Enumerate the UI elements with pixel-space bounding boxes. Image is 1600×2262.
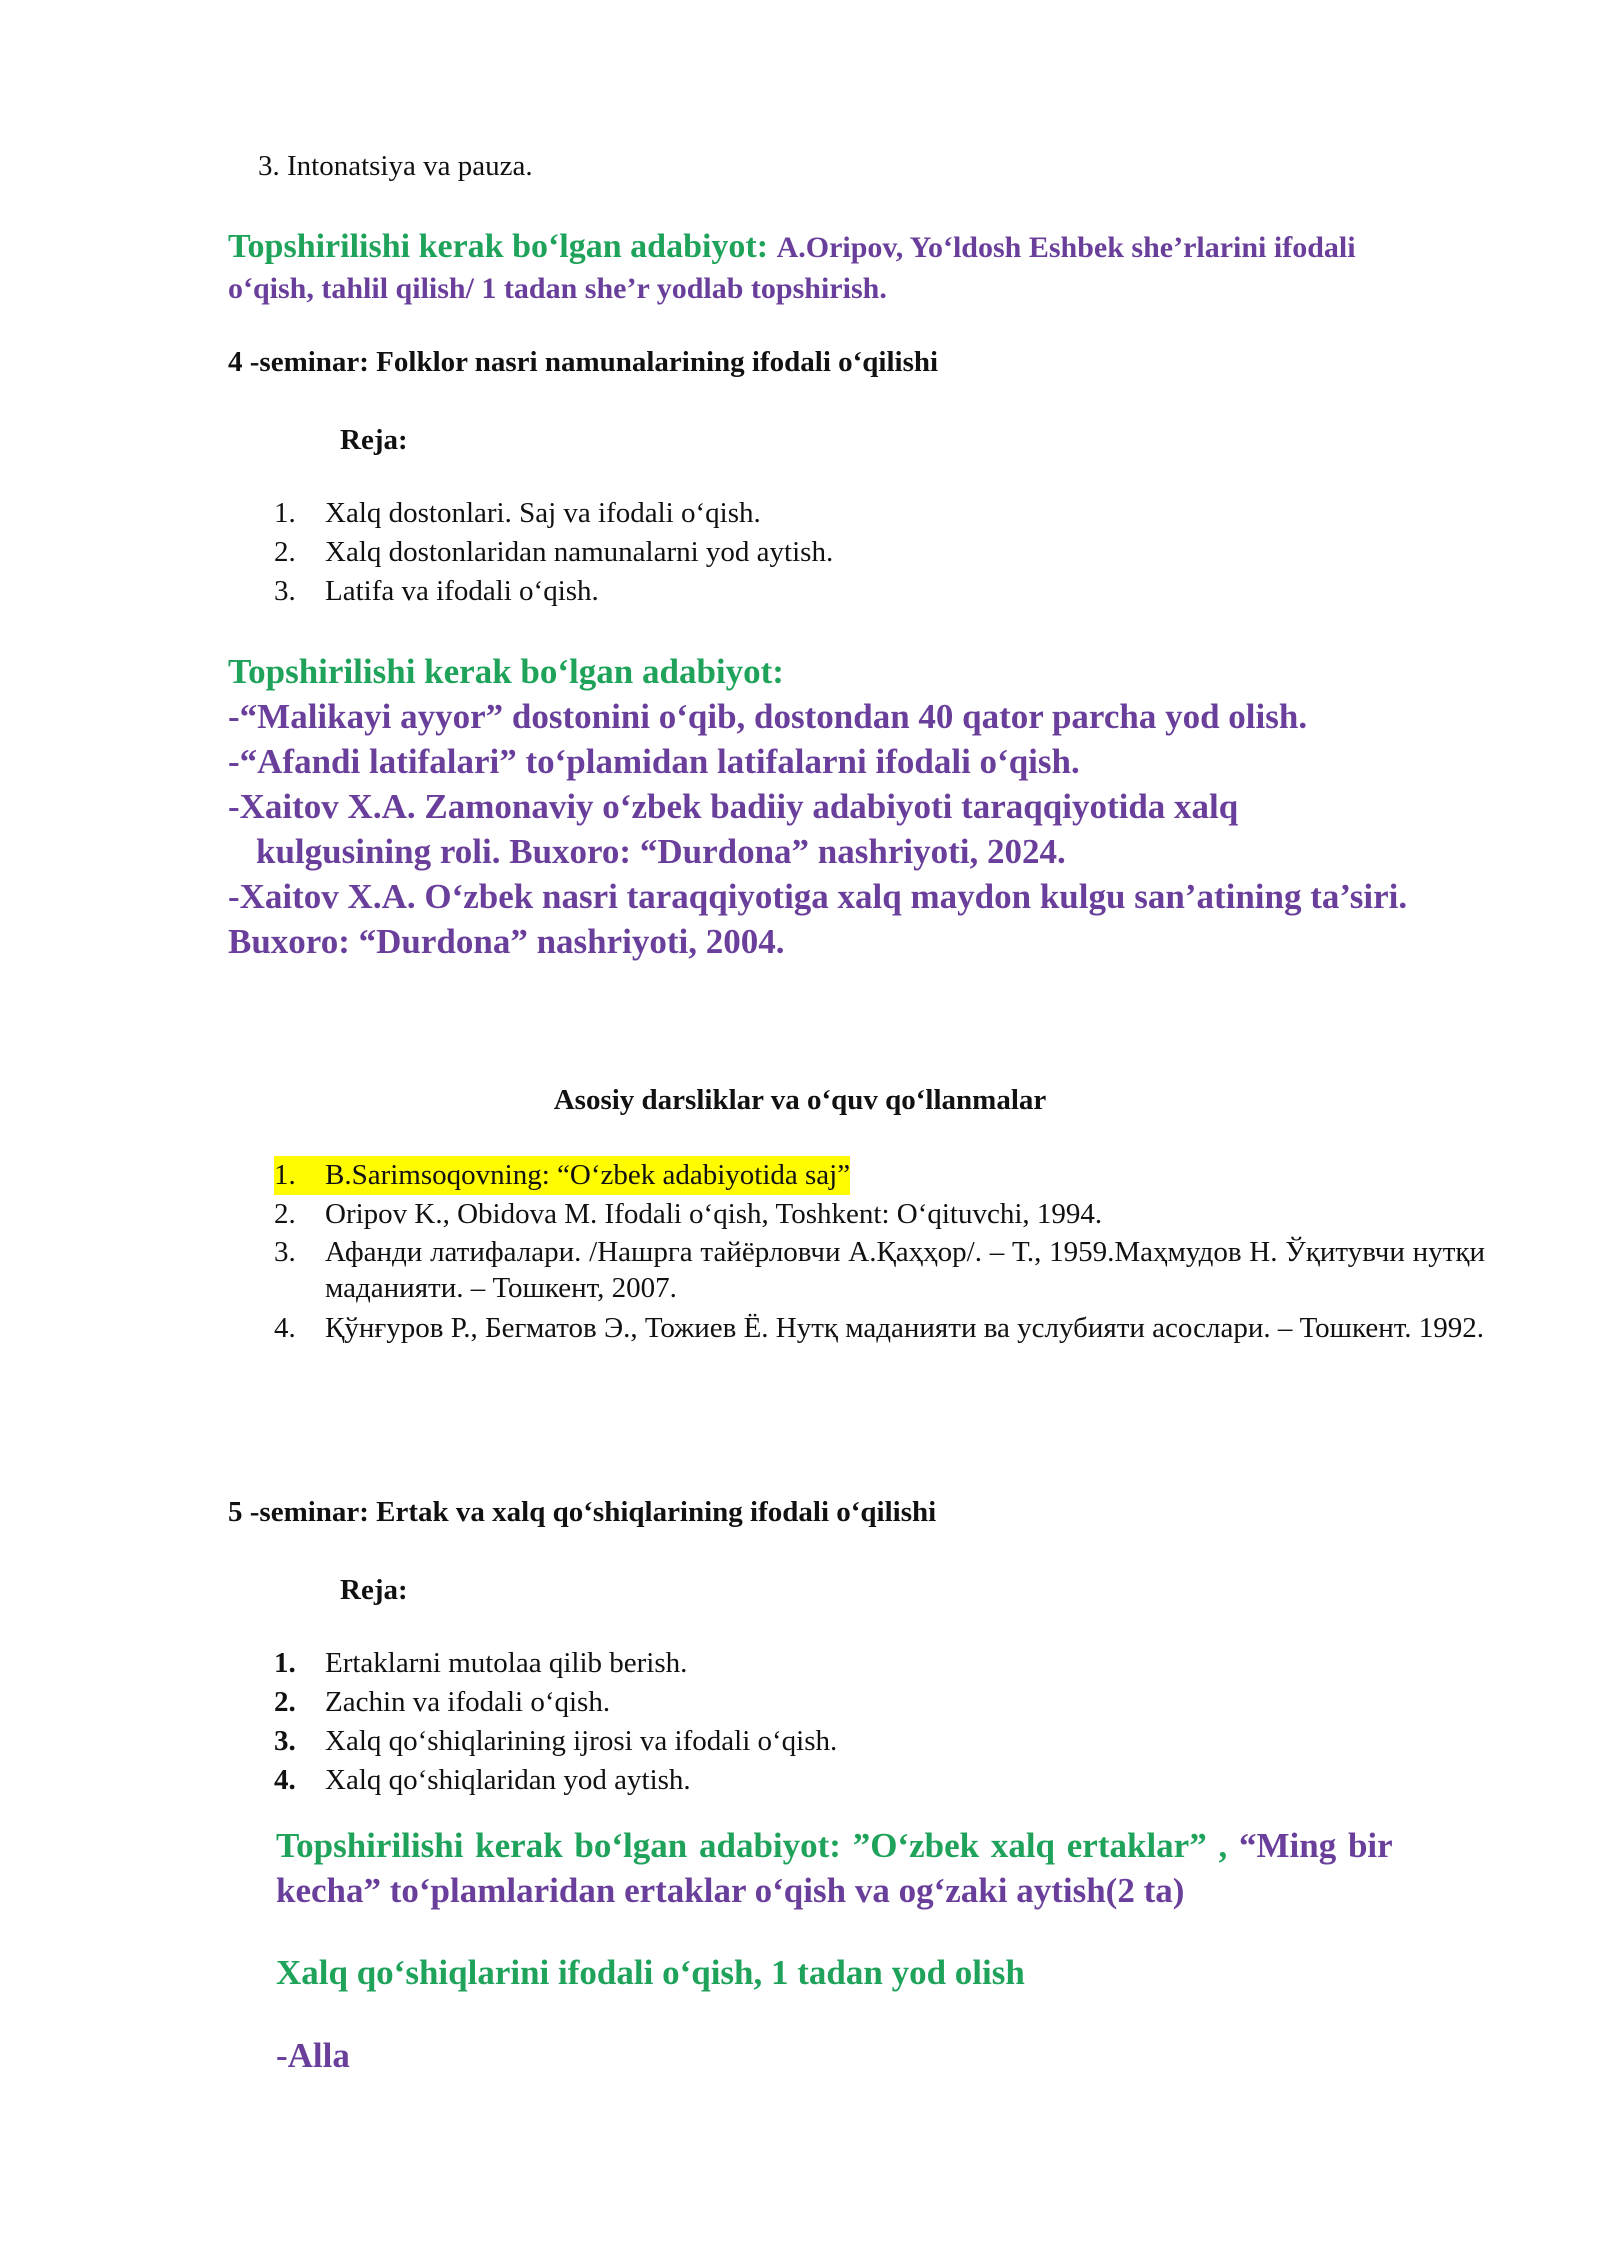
alla-item: -Alla — [276, 2036, 350, 2075]
seminar-4-reja: Reja: — [340, 424, 408, 456]
seminar-4-title: 4 -seminar: Folklor nasri namunalarining ifodali o‘qilishi — [228, 346, 939, 378]
literature-text-line2: o‘qish, tahlil qilish/ 1 tadan she’r yodlab topshirish. — [228, 272, 887, 305]
literature-line: -Xaitov X.A. O‘zbek nasri taraqqiyotiga xalq maydon kulgu san’atining ta’siri. — [228, 877, 1408, 916]
literature-label: Topshirilishi kerak bo‘lgan adabiyot: — [276, 1826, 841, 1865]
literature-text: A.Oripov, Yo‘ldosh Eshbek she’rlarini ifodali — [776, 231, 1356, 264]
literature-line: -Xaitov X.A. Zamonaviy o‘zbek badiiy adabiyoti taraqqiyotida xalq — [228, 787, 1239, 826]
songs-heading: Xalq qo‘shiqlarini ifodali o‘qish, 1 tadan yod olish — [276, 1953, 1025, 1992]
literature-line: Buxoro: “Durdona” nashriyoti, 2004. — [228, 922, 785, 961]
literature-line: -“Malikayi ayyor” dostonini o‘qib, dostondan 40 qator parcha yod olish. — [228, 697, 1308, 736]
literature-line: kulgusining roli. Buxoro: “Durdona” nashriyoti, 2024. — [256, 832, 1066, 871]
plan-item-intonation: 3. Intonatsiya va pauza. — [258, 150, 533, 182]
document-page: 3. Intonatsiya va pauza. Topshirilishi kerak bo‘lgan adabiyot: A.Oripov, Yo‘ldosh Eshbek she’rlarini ifodali o‘qish, tahlil qilish/ 1 tadan she’r yodlab topshirish. 4 -seminar: Folklor nasri namunalarining ifodali o‘qilishi Reja: 1. Xalq dostonlari. Saj va ifodali o‘qish. 2. Xalq dostonlaridan namunalarni yod aytish. 3. Latifa va ifodali o‘qish. Topshirilishi kerak bo‘lgan adabiyot: -“Malikayi ayyor” dostonini o‘qib, dostondan 40 qator parcha yod olish. -“Afandi latifalari” to‘plamidan latifalarni ifodali o‘qish. -Xaitov X.A. Zamonaviy o‘zbek badiiy adabiyoti taraqqiyotida xalq kulgusining roli. Buxoro: “Durdona” nashriyoti, 2024. -Xaitov X.A. O‘zbek nasri taraqqiyotiga xalq maydon kulgu san’atining ta’siri. Buxoro: “Durdona” nashriyoti, 2004. Asosiy darsliklar va o‘quv qo‘llanmalar 1. B.Sarimsoqovning: “O‘zbek adabiyotida saj” 2. Oripov K., Obidova M. Ifodali o‘qish, Toshkent: O‘qituvchi, 1994. 3. Афанди латифалари. /Нашрга тайёрловчи А.Қаҳҳор/. – Т., 1959.Маҳмудов Н. Ўқитувчи нутқи маданияти. – Тошкент, 2007. 4. Қўнғуров Р., Бегматов Э., Тожиев Ё. Нутқ маданияти ва услубияти асослари. – Тошкент. 1992. 5 -seminar: Ertak va xalq qo‘shiqlarining ifodali o‘qilishi Reja: 1. Ertaklarni mutolaa qilib berish. 2. Zachin va ifodali o‘qish. 3. Xalq qo‘shiqlarining ijrosi va ifodali o‘qish. 4. Xalq qo‘shiqlaridan yod aytish. Topshirilishi kerak bo‘lgan adabiyot: ”O‘zbek xalq ertaklar” , “Ming bir kecha” to‘plamlaridan ertaklar o‘qish va og‘zaki aytish(2 ta) Xalq qo‘shiqlarini ifodali o‘qish, 1 tadan yod olish -Alla — [0, 0, 1600, 2262]
seminar-5-title: 5 -seminar: Ertak va xalq qo‘shiqlarining ifodali o‘qilishi — [228, 1496, 937, 1528]
seminar-5-reja: Reja: — [340, 1574, 408, 1606]
textbooks-title: Asosiy darsliklar va o‘quv qo‘llanmalar — [553, 1084, 1047, 1116]
literature-label: Topshirilishi kerak bo‘lgan adabiyot: — [228, 228, 769, 265]
literature-block-c — [276, 1826, 1393, 1866]
separator: , — [1206, 1826, 1239, 1865]
literature-block-a — [228, 228, 1356, 266]
literature-line: -“Afandi latifalari” to‘plamidan latifalarni ifodali o‘qish. — [228, 742, 1080, 781]
literature-line-c2: kecha” to‘plamlaridan ertaklar o‘qish va og‘zaki aytish(2 ta) — [276, 1871, 1185, 1910]
literature-label-b: Topshirilishi kerak bo‘lgan adabiyot: — [228, 652, 784, 691]
literature-title-b: “Ming bir — [1238, 1826, 1393, 1865]
literature-title-a: ”O‘zbek xalq ertaklar” — [852, 1826, 1207, 1865]
